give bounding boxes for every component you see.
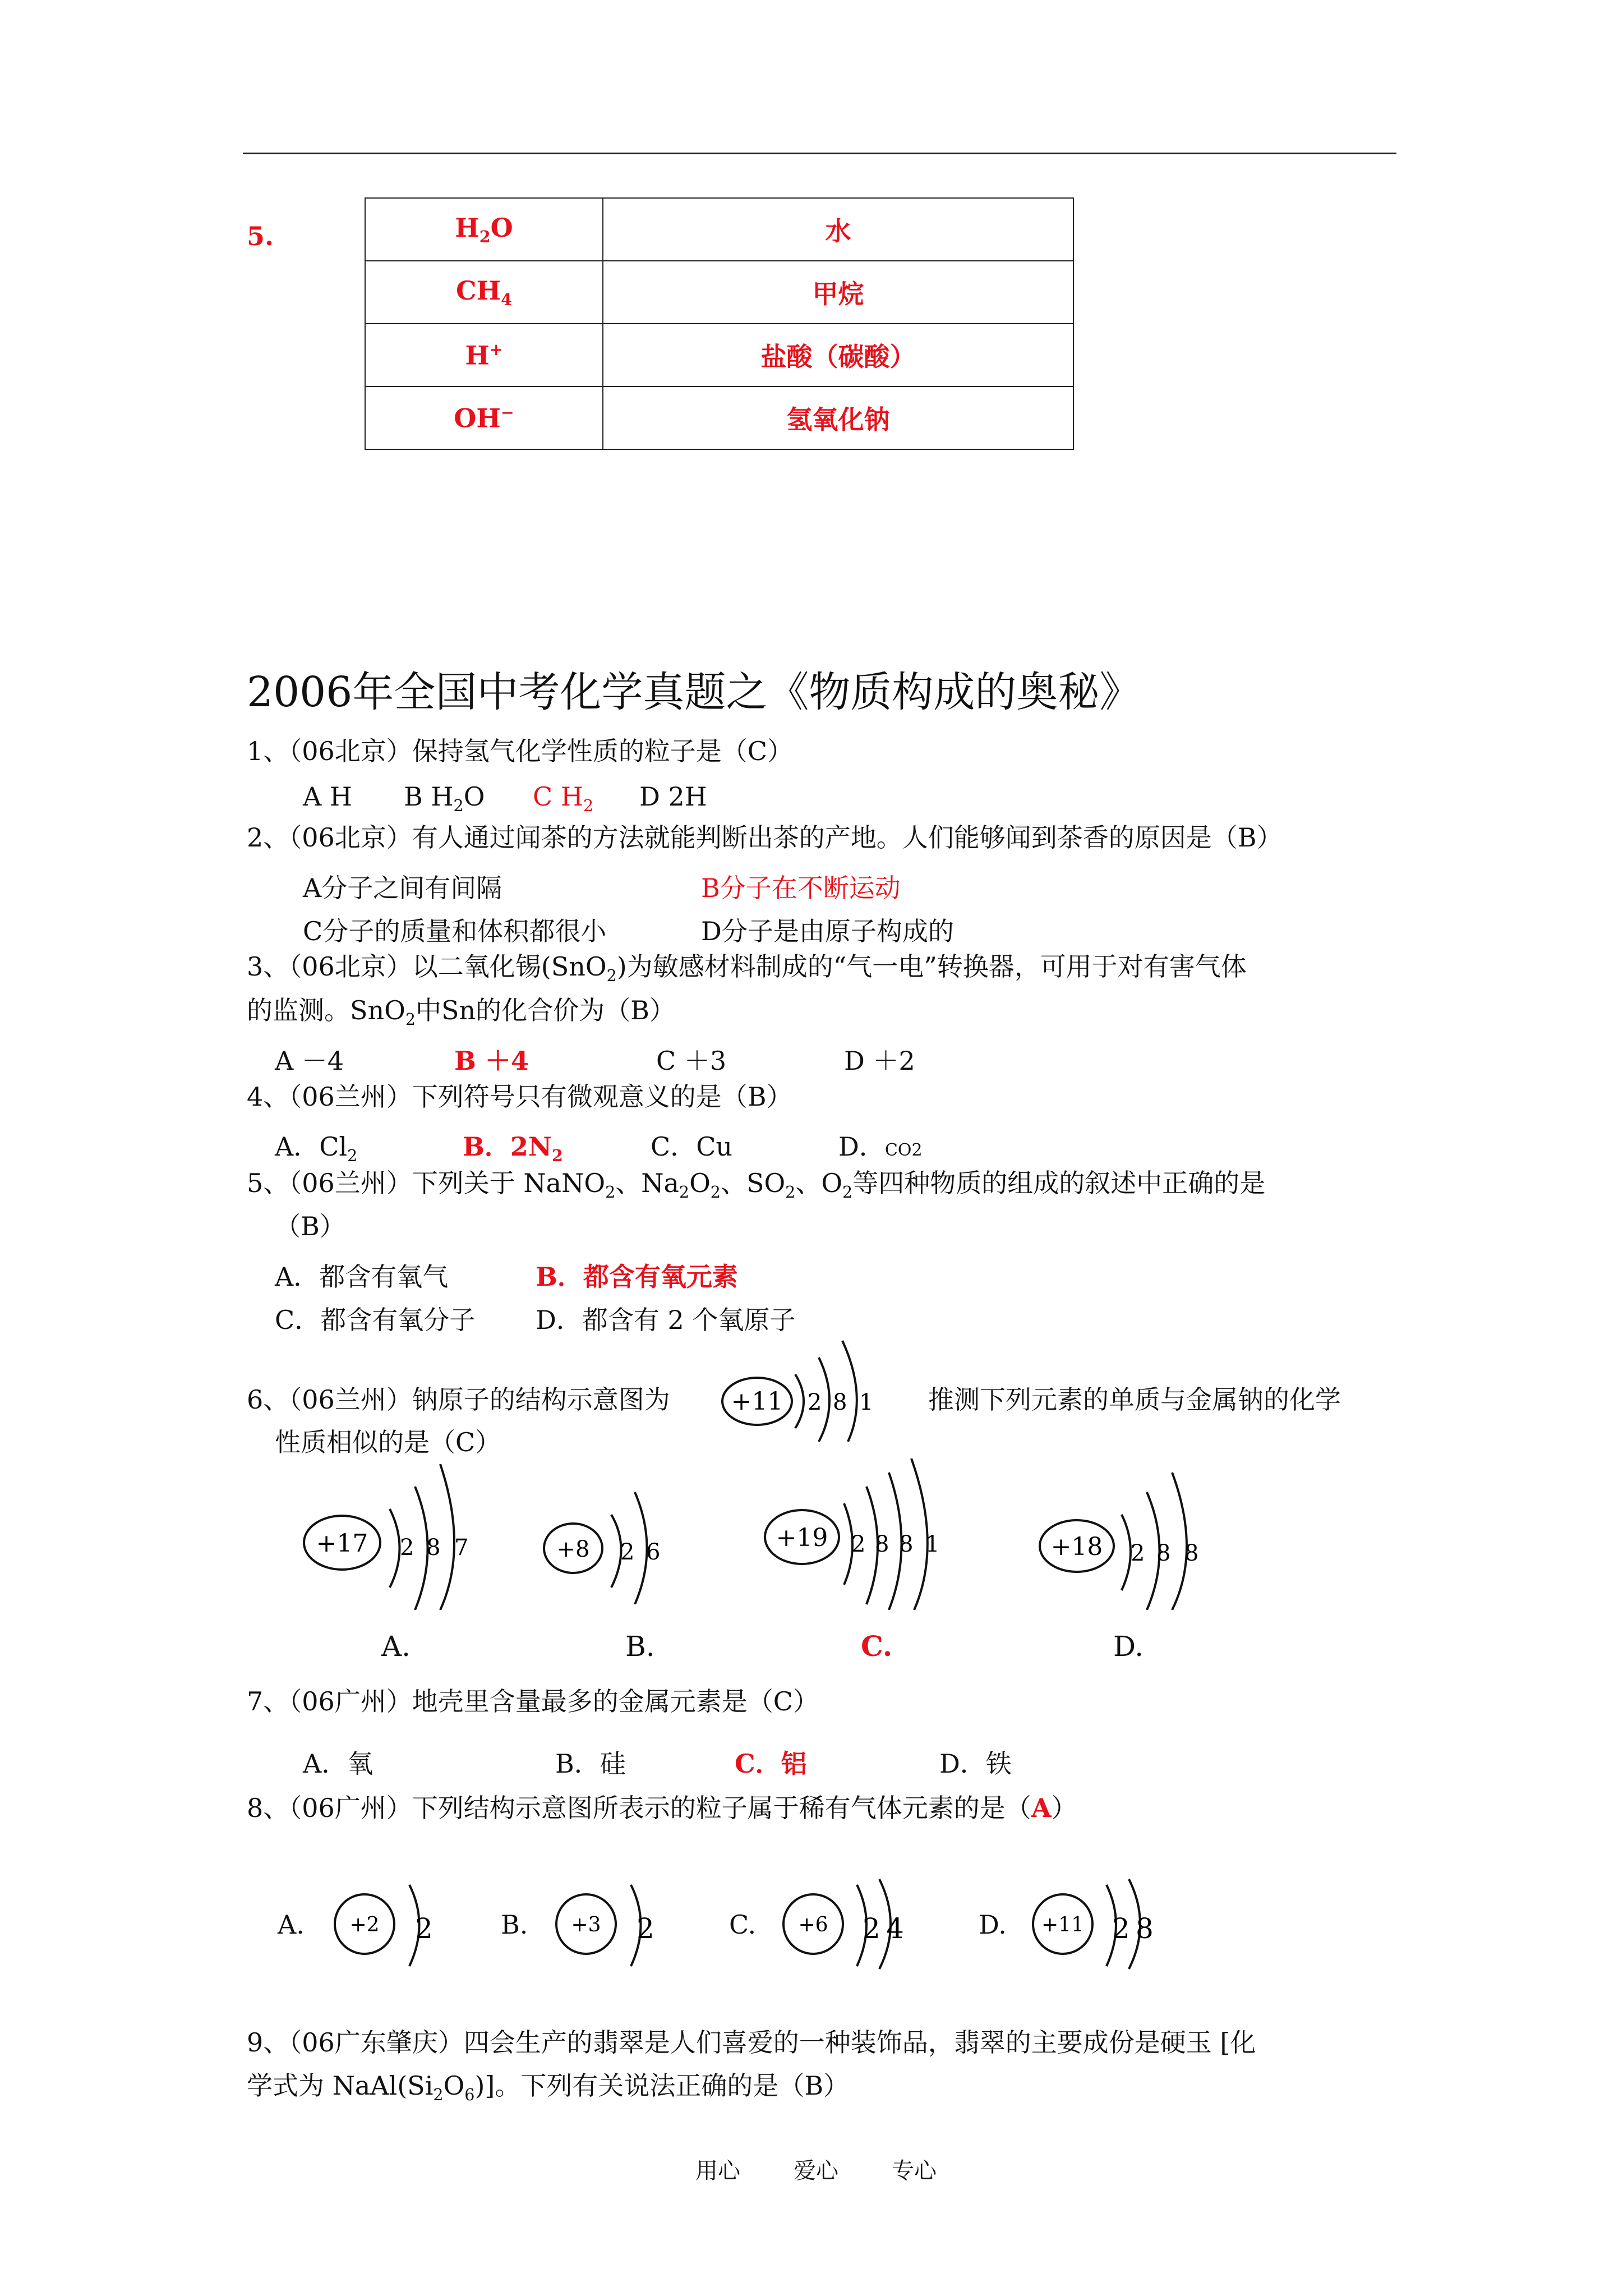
svg-text:8: 8 xyxy=(426,1535,441,1561)
q8-atom-c xyxy=(780,1876,925,1972)
svg-text:6: 6 xyxy=(646,1539,661,1565)
footer-3: 专心 xyxy=(892,2158,937,2184)
name-cell: 甲烷 xyxy=(603,261,1073,324)
svg-text:+11: +11 xyxy=(1041,1913,1084,1936)
q8-atom-d xyxy=(1029,1876,1175,1972)
q7-option-c: C．铝 xyxy=(735,1749,807,1779)
q6-label-c: C. xyxy=(861,1630,893,1663)
sodium-shell-3: 1 xyxy=(859,1389,874,1415)
q6-label-d: D. xyxy=(1113,1630,1144,1663)
svg-text:7: 7 xyxy=(454,1535,469,1561)
table-row xyxy=(365,198,1073,261)
q7-option-b: B．硅 xyxy=(555,1749,626,1779)
svg-text:8: 8 xyxy=(875,1531,889,1557)
svg-text:2: 2 xyxy=(1112,1912,1130,1945)
q2-option-d: D分子是由原子构成的 xyxy=(701,916,954,946)
formula-cell: OH− xyxy=(365,386,603,449)
q6-atom-a xyxy=(297,1453,488,1610)
svg-text:+8: +8 xyxy=(556,1536,590,1562)
table-row xyxy=(365,324,1073,386)
formula-cell: $CH_4$ xyxy=(365,261,603,324)
name-cell: 盐酸（碳酸） xyxy=(603,324,1073,386)
q3-option-b: B ＋4 xyxy=(454,1046,529,1076)
svg-text:8: 8 xyxy=(899,1531,914,1557)
svg-text:1: 1 xyxy=(925,1531,940,1557)
question-2-stem: 2、（06北京）有人通过闻茶的方法就能判断出茶的产地。人们能够闻到茶香的原因是（B） xyxy=(247,822,1283,853)
svg-text:+19: +19 xyxy=(776,1524,828,1552)
question-5-line1: 5、（06兰州）下列关于 NaNO$_2$、$Na_2O_2$、$SO_2$、$O_2$等四种物质的组成的叙述中正确的是 xyxy=(247,1168,1266,1202)
sodium-shell-2: 8 xyxy=(833,1389,847,1415)
q3-option-c: C ＋3 xyxy=(656,1046,727,1076)
q4-option-d: D．CO2 xyxy=(838,1131,923,1162)
svg-text:2: 2 xyxy=(637,1912,654,1945)
svg-text:2: 2 xyxy=(863,1912,880,1945)
q5-option-d: D．都含有 2 个氧原子 xyxy=(536,1305,796,1335)
svg-text:+17: +17 xyxy=(316,1529,368,1558)
svg-text:+3: +3 xyxy=(571,1913,601,1936)
svg-text:4: 4 xyxy=(886,1912,904,1945)
q2-option-a: A分子之间有间隔 xyxy=(303,873,502,903)
svg-text:2: 2 xyxy=(851,1531,866,1557)
q8-answer: A xyxy=(1031,1793,1052,1823)
question-3-line2: 的监测。SnO$_2$中Sn的化合价为（B） xyxy=(247,995,675,1029)
q2-option-b: B分子在不断运动 xyxy=(701,873,901,903)
q5-option-a: A．都含有氧气 xyxy=(275,1262,449,1292)
name-cell: 水 xyxy=(603,198,1073,261)
question-6-line2: 性质相似的是（C） xyxy=(275,1427,501,1457)
formula-cell: H+ xyxy=(365,324,603,386)
q1-option-d: D 2H xyxy=(639,781,707,812)
answer-table xyxy=(365,197,1074,450)
table-row xyxy=(365,261,1073,324)
q6-atom-c xyxy=(760,1453,962,1610)
q8-label-a: A. xyxy=(278,1910,305,1940)
question-6-stem-a: 6、（06兰州）钠原子的结构示意图为 xyxy=(247,1384,670,1415)
question-9-line2: 学式为 $NaAl(Si_2O_6)$]。下列有关说法正确的是（B） xyxy=(247,2070,850,2105)
q6-label-a: A. xyxy=(381,1630,411,1663)
name-cell: 氢氧化钠 xyxy=(603,386,1073,449)
svg-text:8: 8 xyxy=(1156,1540,1171,1566)
q1-option-a: A H xyxy=(303,781,352,812)
q4-option-c: C．Cu xyxy=(651,1131,733,1162)
footer-2: 爱心 xyxy=(794,2158,838,2184)
q4-option-b: B．$2N_2$ xyxy=(463,1131,563,1166)
q8-label-c: C. xyxy=(729,1910,757,1940)
q8-label-b: B. xyxy=(501,1910,528,1940)
q3-option-a: A －4 xyxy=(275,1046,344,1076)
question-7-stem: 7、（06广州）地壳里含量最多的金属元素是（C） xyxy=(247,1686,819,1717)
question-8-stem: 8、（06广州）下列结构示意图所表示的粒子属于稀有气体元素的是（A） xyxy=(247,1793,1077,1823)
q8-atom-a xyxy=(331,1876,443,1972)
question-9-line1: 9、（06广东肇庆）四会生产的翡翠是人们喜爱的一种装饰品，翡翠的主要成份是硬玉 [化 xyxy=(247,2027,1256,2058)
question-3-line1: 3、（06北京）以二氧化锡(SnO$_2$)为敏感材料制成的“气一电”转换器，可用于对有害气体 xyxy=(247,951,1247,986)
q3-option-d: D ＋2 xyxy=(844,1046,915,1076)
formula-cell: $H_2O$ xyxy=(365,198,603,261)
q7-option-d: D．铁 xyxy=(939,1749,1012,1779)
page-title: 2006年全国中考化学真题之《物质构成的奥秘》 xyxy=(247,668,1141,716)
svg-text:+6: +6 xyxy=(798,1913,828,1936)
q6-atom-d xyxy=(1038,1458,1223,1610)
sodium-atom-diagram xyxy=(718,1329,903,1442)
question-6-stem-b: 推测下列元素的单质与金属钠的化学 xyxy=(928,1384,1341,1415)
q5-option-b: B．都含有氧元素 xyxy=(536,1262,738,1292)
q1-option-b: B $H_2O$ xyxy=(404,781,485,816)
question-4-stem: 4、（06兰州）下列符号只有微观意义的是（B） xyxy=(247,1082,792,1112)
q7-option-a: A．氧 xyxy=(303,1749,374,1779)
question-1-stem: 1、（06北京）保持氢气化学性质的粒子是（C） xyxy=(247,736,793,766)
svg-text:2: 2 xyxy=(415,1912,433,1945)
svg-text:2: 2 xyxy=(620,1539,635,1565)
svg-text:+18: +18 xyxy=(1050,1533,1103,1561)
q4-option-a: A．$Cl_2$ xyxy=(275,1131,358,1166)
footer-1: 用心 xyxy=(695,2158,740,2184)
svg-text:8: 8 xyxy=(1184,1540,1199,1566)
sodium-nucleus: +11 xyxy=(731,1387,783,1416)
svg-text:2: 2 xyxy=(1131,1540,1145,1566)
svg-text:+2: +2 xyxy=(349,1913,380,1936)
header-rule xyxy=(243,153,1396,154)
q2-option-c: C分子的质量和体积都很小 xyxy=(303,916,607,946)
svg-text:8: 8 xyxy=(1136,1912,1154,1945)
q6-label-b: B. xyxy=(625,1630,655,1663)
svg-text:2: 2 xyxy=(400,1535,414,1561)
q1-option-c: C $H_2$ xyxy=(533,781,594,816)
q5-option-c: C．都含有氧分子 xyxy=(275,1305,476,1335)
q8-label-d: D. xyxy=(979,1910,1007,1940)
question-5-line2: （B） xyxy=(275,1211,345,1241)
answer-number: 5. xyxy=(247,221,274,251)
sodium-shell-1: 2 xyxy=(808,1389,822,1415)
table-row xyxy=(365,386,1073,449)
q6-atom-b xyxy=(538,1470,695,1604)
q8-atom-b xyxy=(552,1876,665,1972)
